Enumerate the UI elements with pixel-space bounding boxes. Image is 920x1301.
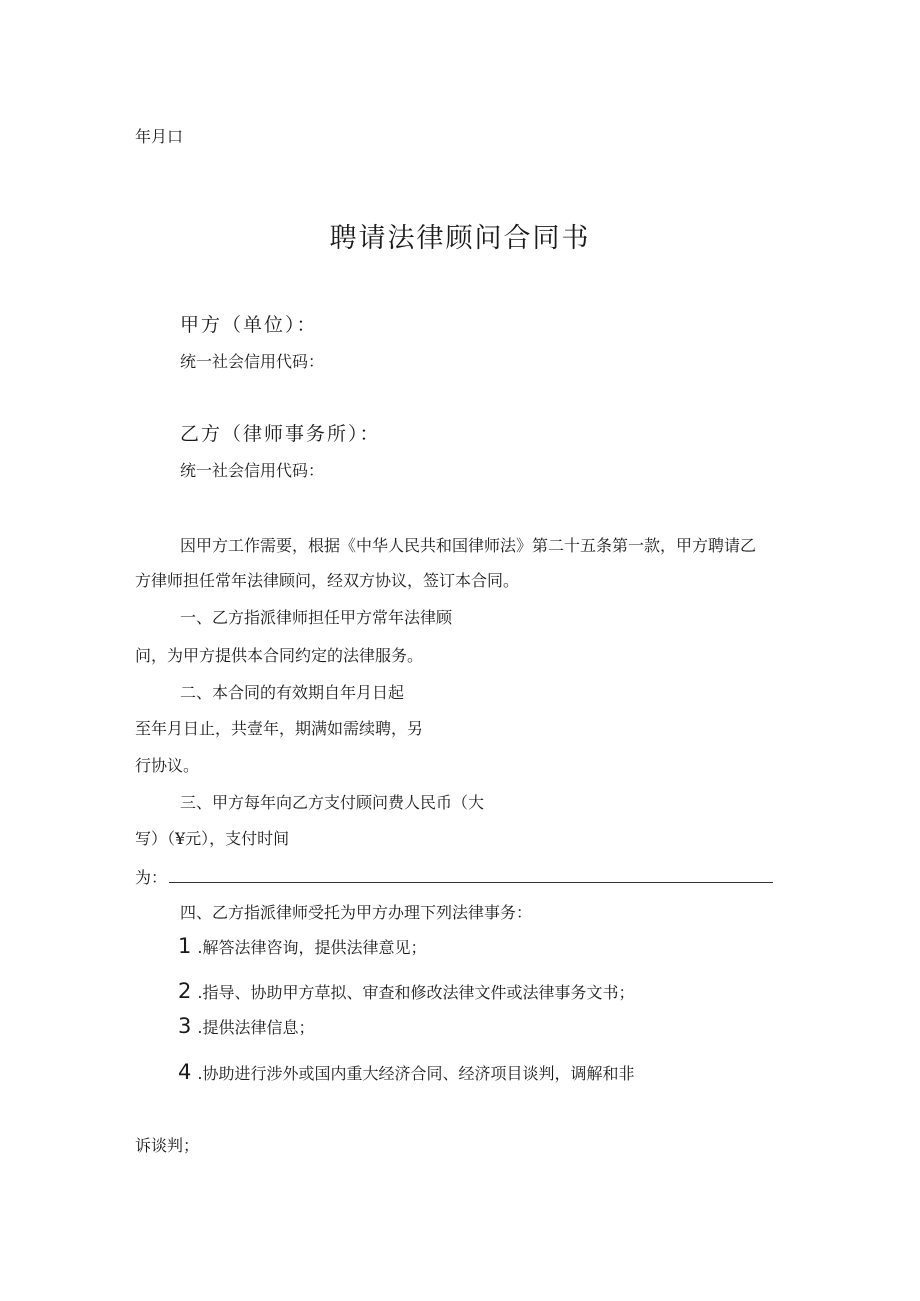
list-item xyxy=(178,1016,314,1038)
list-item-number: 3 xyxy=(178,1014,192,1038)
list-item-text: .解答法律咨询，提供法律意见； xyxy=(197,938,427,957)
intro-paragraph-line-2: 方律师担任常年法律顾问，经双方协议，签订本合同。 xyxy=(135,571,520,590)
clause-4-heading: 四、乙方指派律师受托为甲方办理下列法律事务： xyxy=(180,903,533,922)
clause-3-line-3 xyxy=(135,866,773,888)
list-item-number: 1 xyxy=(178,934,192,958)
clause-2-line-1: 二、本合同的有效期自年月日起 xyxy=(180,683,405,702)
date-header: 年月口 xyxy=(135,127,184,146)
party-b-credit-code-label: 统一社会信用代码： xyxy=(180,461,325,480)
list-item-number: 2 xyxy=(178,979,192,1003)
list-item xyxy=(178,936,426,958)
intro-paragraph-line-1: 因甲方工作需要，根据《中华人民共和国律师法》第二十五条第一款，甲方聘请乙 xyxy=(180,536,757,555)
list-item xyxy=(178,981,634,1003)
item-4-continuation: 诉谈判； xyxy=(135,1136,200,1155)
clause-3-line-2: 写）（¥元），支付时间 xyxy=(135,829,290,848)
list-item xyxy=(178,1062,634,1084)
list-item-text: .提供法律信息； xyxy=(197,1018,315,1037)
party-a-label: 甲方（单位）： xyxy=(180,314,318,336)
payment-time-blank xyxy=(169,866,773,883)
list-item-number: 4 xyxy=(178,1060,192,1084)
party-a-credit-code-label: 统一社会信用代码： xyxy=(180,352,325,371)
document-title: 聘请法律顾问合同书 xyxy=(329,223,591,254)
clause-1-line-2: 问，为甲方提供本合同约定的法律服务。 xyxy=(135,646,424,665)
list-item-text: .指导、协助甲方草拟、审查和修改法律文件或法律事务文书； xyxy=(197,983,635,1002)
clause-2-line-2: 至年月日止，共壹年，期满如需续聘，另 xyxy=(135,719,424,738)
payment-time-label: 为： xyxy=(135,868,168,887)
clause-3-line-1: 三、甲方每年向乙方支付顾问费人民币（大 xyxy=(180,793,485,812)
clause-2-line-3: 行协议。 xyxy=(135,756,200,775)
clause-1-line-1: 一、乙方指派律师担任甲方常年法律顾 xyxy=(180,608,453,627)
party-b-label: 乙方（律师事务所）： xyxy=(180,423,381,445)
list-item-text: .协助进行涉外或国内重大经济合同、经济项目谈判，调解和非 xyxy=(197,1064,635,1083)
